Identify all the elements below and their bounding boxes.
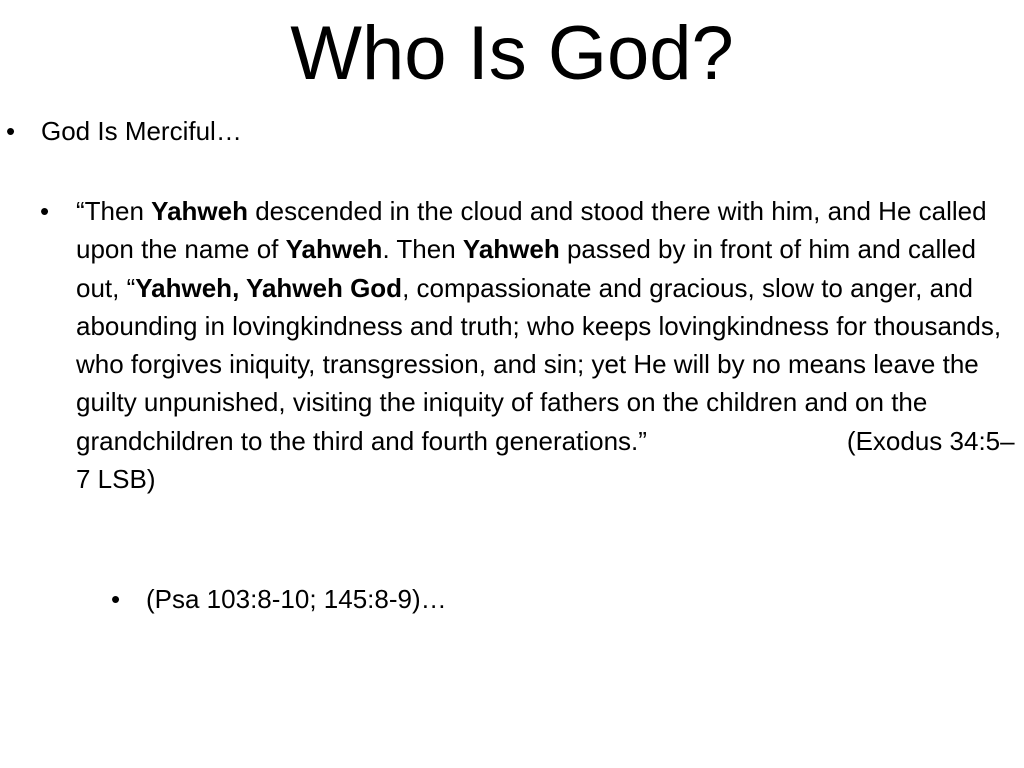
quote-text: . Then	[382, 234, 463, 265]
quote-emphasis: Yahweh	[151, 196, 248, 226]
quote-text: passed by in front of him and called out, “	[76, 234, 976, 303]
quote-text: , compassionate and gracious, slow to anger, and abounding in lovingkindness and truth; who keeps lovingkindness for thousands, who forgives iniquity, transgression, and sin; yet He will by no means leave the guilty unpunished, visiting the iniquity of fathers on the children and on the grandchildren to the third and fourth generations.”	[76, 272, 1002, 456]
slide-title: Who Is God?	[290, 11, 734, 96]
scripture-reference: (Exodus 34:5–7 LSB)	[76, 425, 1015, 495]
quote-emphasis: Yahweh, Yahweh God	[135, 272, 403, 303]
quote-emphasis: Yahweh	[285, 234, 383, 265]
quote-emphasis: Yahweh	[462, 234, 560, 265]
bullet-dot-icon: •	[6, 116, 16, 146]
bullet-dot-icon: •	[40, 196, 50, 226]
bullet-text: God Is Merciful…	[41, 116, 242, 146]
quote-text: “Then	[76, 196, 152, 226]
bullet-text: (Psa 103:8-10; 145:8-9)…	[146, 584, 447, 614]
quote-text: descended in the cloud and stood there with him, and He called upon the name of	[76, 196, 987, 265]
bullet-dot-icon: •	[111, 584, 121, 614]
scripture-quote	[76, 192, 1018, 498]
